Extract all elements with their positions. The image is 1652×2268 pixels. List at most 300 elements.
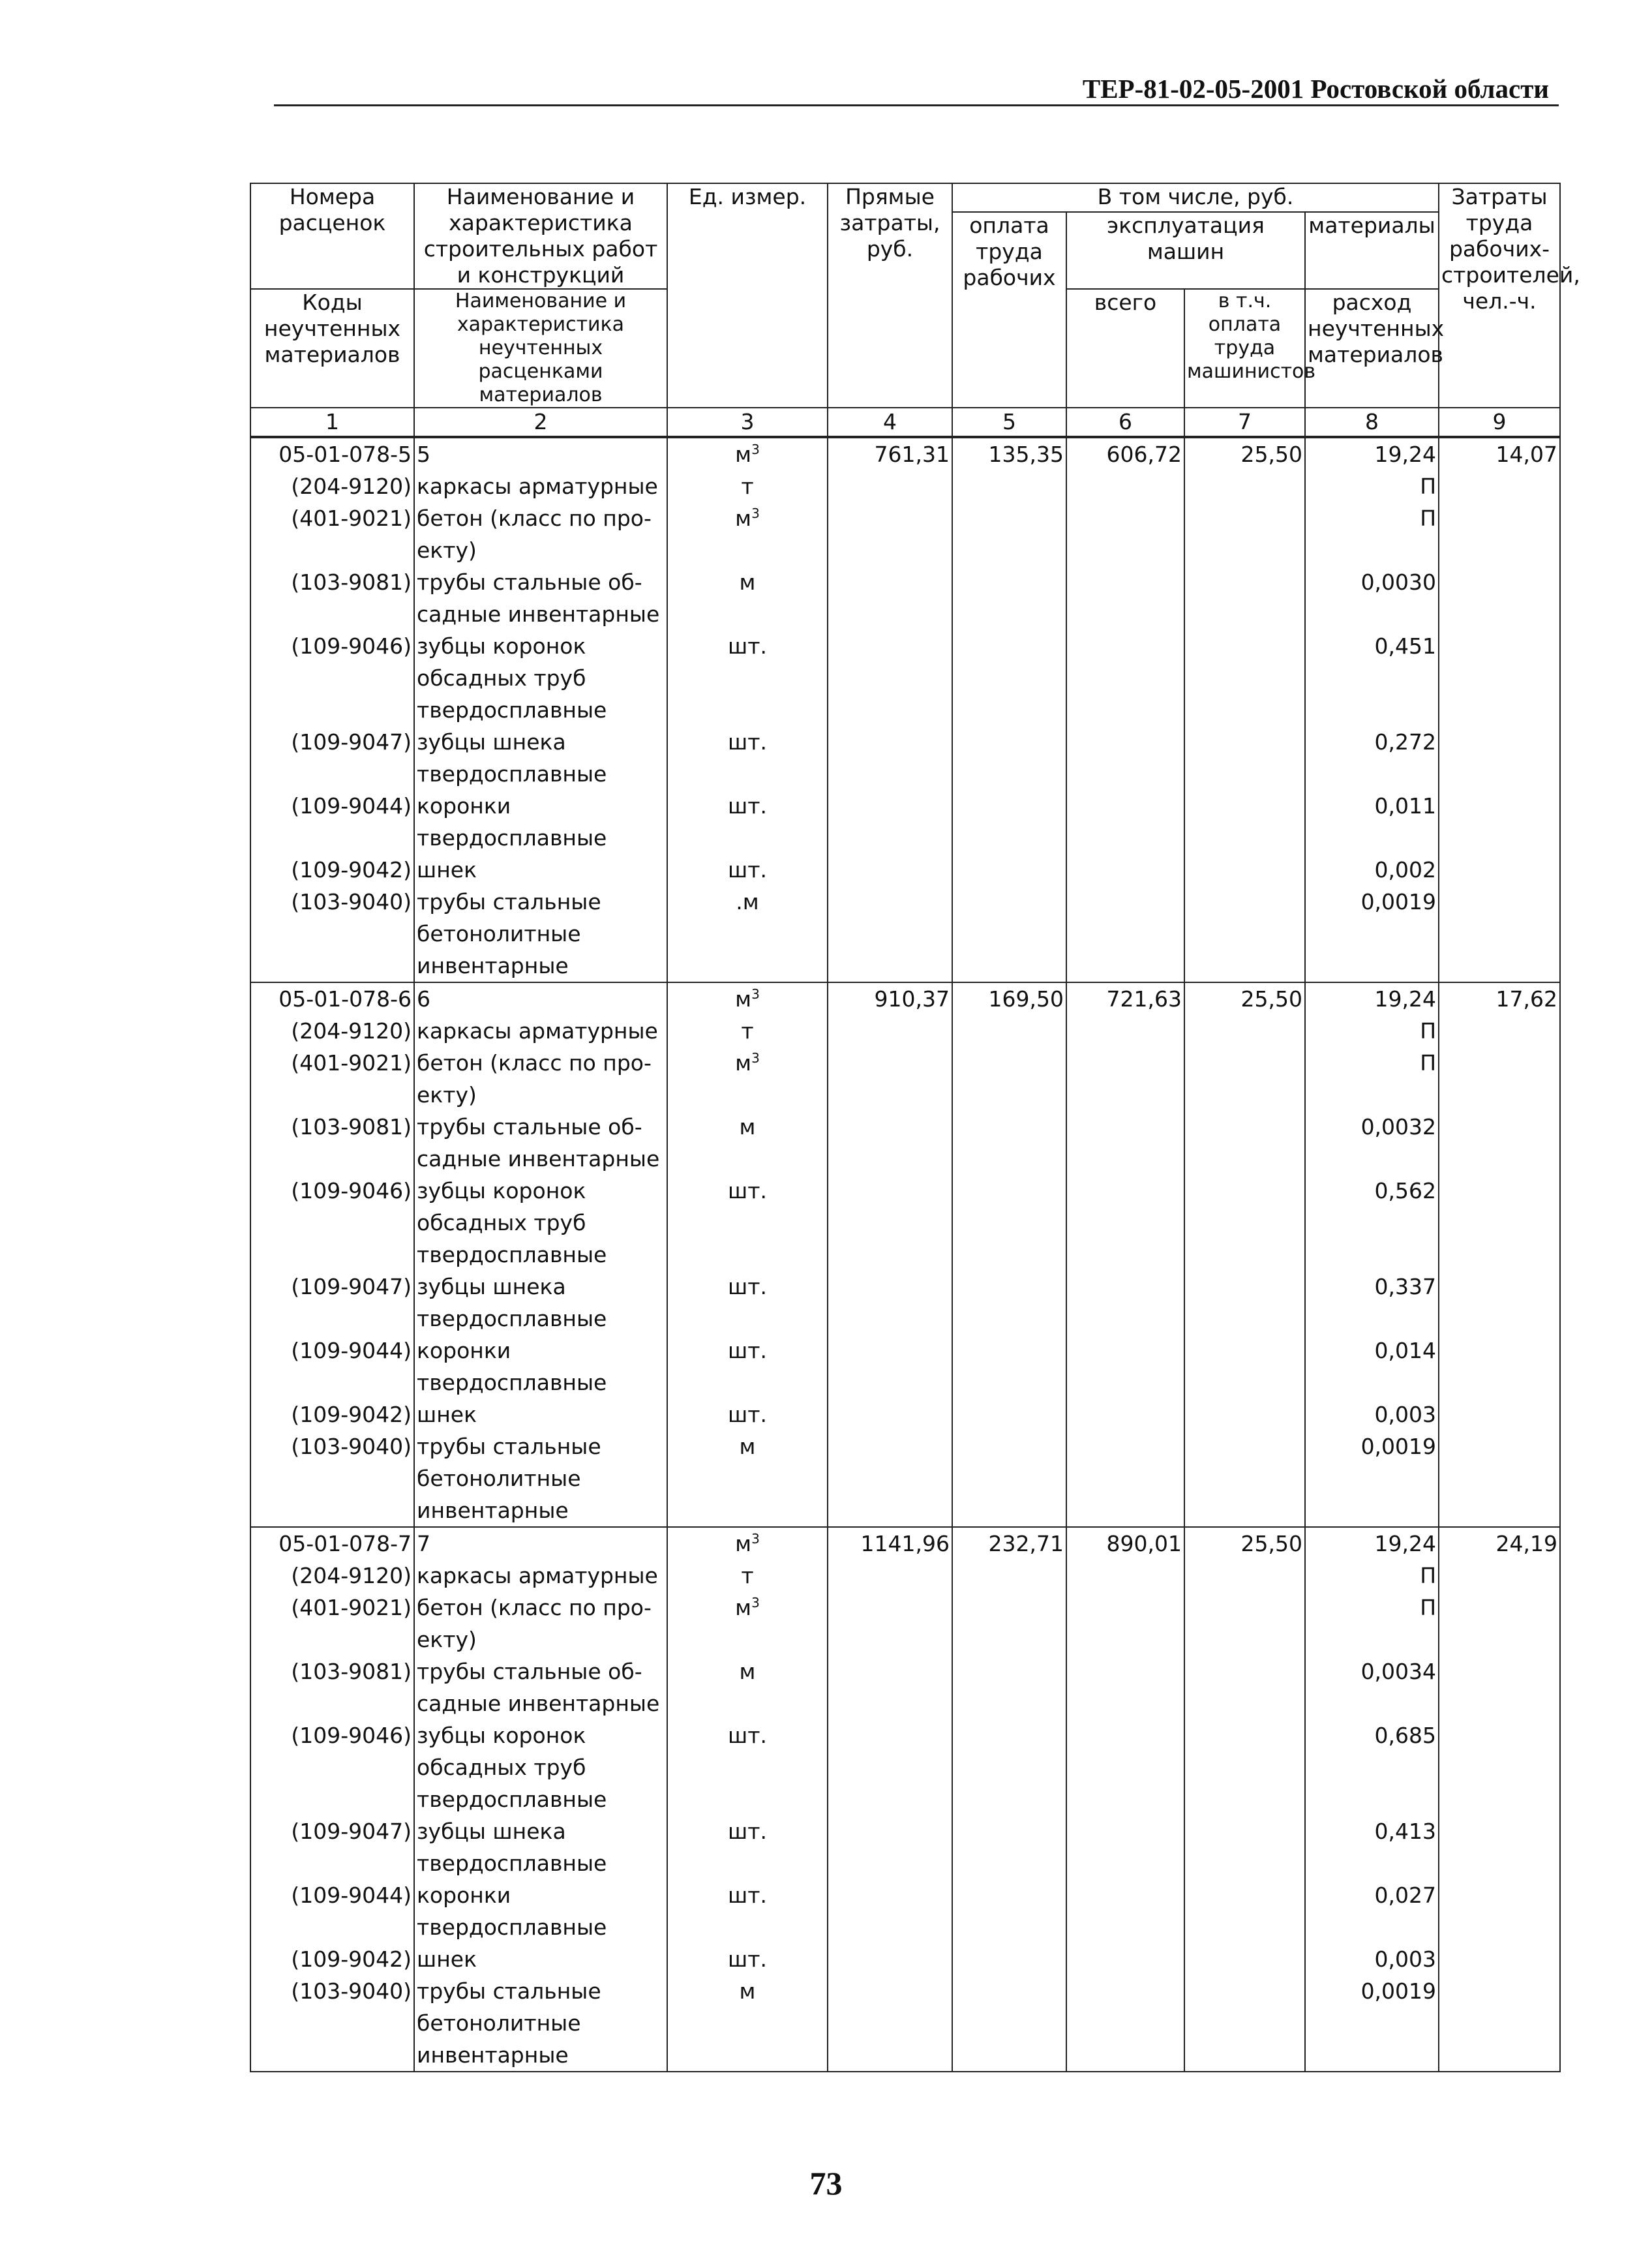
material-name-line: бетон (класс по про- xyxy=(417,1050,652,1076)
material-quantity: 0,0019 xyxy=(1305,886,1439,982)
empty-cell xyxy=(1184,630,1305,726)
column-number: 3 xyxy=(667,408,828,437)
material-name xyxy=(414,630,667,726)
material-code: (401-9021) xyxy=(250,1047,414,1111)
unit-cell xyxy=(667,1815,828,1879)
unit-cell xyxy=(667,1111,828,1175)
empty-cell xyxy=(1066,630,1184,726)
material-name xyxy=(414,1975,667,2072)
rate-row xyxy=(250,982,1560,1015)
materials-value: 19,24 xyxy=(1305,1527,1439,1560)
empty-cell xyxy=(952,1430,1066,1527)
material-code: (204-9120) xyxy=(250,1560,414,1592)
direct-costs-value: 910,37 xyxy=(828,982,952,1015)
empty-cell xyxy=(952,1815,1066,1879)
material-row xyxy=(250,1656,1560,1719)
rate-name: 6 xyxy=(414,982,667,1015)
material-row xyxy=(250,1879,1560,1943)
unit-cell xyxy=(667,1047,828,1111)
machinists-pay-value: 25,50 xyxy=(1184,437,1305,470)
empty-cell xyxy=(952,1656,1066,1719)
material-code: (204-9120) xyxy=(250,1015,414,1047)
material-name-line: зубцы коронок xyxy=(417,1178,586,1203)
labor-pay-value: 232,71 xyxy=(952,1527,1066,1560)
unit-text: м xyxy=(735,986,752,1012)
unit-text: м xyxy=(739,1434,756,1459)
unit-text: шт. xyxy=(728,1338,767,1363)
material-quantity: П xyxy=(1305,1047,1439,1111)
unit-text: м xyxy=(739,1114,756,1140)
material-row xyxy=(250,1047,1560,1111)
material-name xyxy=(414,726,667,790)
material-quantity: П xyxy=(1305,1592,1439,1656)
empty-cell xyxy=(1066,726,1184,790)
empty-cell xyxy=(828,726,952,790)
unit-cell xyxy=(667,790,828,854)
material-quantity: 0,0032 xyxy=(1305,1111,1439,1175)
material-row xyxy=(250,1175,1560,1271)
empty-cell xyxy=(828,1975,952,2072)
unit-text: шт. xyxy=(728,1274,767,1299)
empty-cell xyxy=(1184,1271,1305,1335)
unit-cell xyxy=(667,886,828,982)
material-name xyxy=(414,1271,667,1335)
unit-cell xyxy=(667,1430,828,1527)
empty-cell xyxy=(1439,1815,1560,1879)
material-code: (103-9081) xyxy=(250,566,414,630)
empty-cell xyxy=(828,1047,952,1111)
unit-text: м xyxy=(735,1531,752,1556)
unit-text: шт. xyxy=(728,1946,767,1972)
material-name-line: твердосплавные xyxy=(417,825,607,851)
empty-cell xyxy=(1184,1975,1305,2072)
material-row xyxy=(250,502,1560,566)
empty-cell xyxy=(1439,1656,1560,1719)
unit-cell xyxy=(667,630,828,726)
empty-cell xyxy=(1066,1015,1184,1047)
material-name xyxy=(414,566,667,630)
machines-total-value: 606,72 xyxy=(1066,437,1184,470)
material-name-line: твердосплавные xyxy=(417,1370,607,1395)
column-number: 2 xyxy=(414,408,667,437)
material-name-line: инвентарные xyxy=(417,953,569,978)
rate-row xyxy=(250,1527,1560,1560)
empty-cell xyxy=(828,1111,952,1175)
material-code: (103-9081) xyxy=(250,1111,414,1175)
empty-cell xyxy=(1184,1943,1305,1975)
material-quantity: 0,027 xyxy=(1305,1879,1439,1943)
empty-cell xyxy=(952,1399,1066,1430)
empty-cell xyxy=(1184,1719,1305,1815)
material-name xyxy=(414,1175,667,1271)
material-code: (401-9021) xyxy=(250,1592,414,1656)
material-row xyxy=(250,1399,1560,1430)
table-header xyxy=(250,183,1580,437)
material-name-line: твердосплавные xyxy=(417,1306,607,1331)
unit-text: шт. xyxy=(728,1402,767,1427)
empty-cell xyxy=(1066,1175,1184,1271)
header-materials: материалы xyxy=(1305,212,1439,289)
unit-cell xyxy=(667,1335,828,1399)
material-row xyxy=(250,1815,1560,1879)
unit-text: м xyxy=(739,569,756,595)
empty-cell xyxy=(1439,1271,1560,1335)
material-name-line: твердосплавные xyxy=(417,1242,607,1267)
unit-cell xyxy=(667,1015,828,1047)
material-name-line: твердосплавные xyxy=(417,761,607,787)
direct-costs-value: 761,31 xyxy=(828,437,952,470)
unit-text: шт. xyxy=(728,793,767,819)
material-name xyxy=(414,1879,667,1943)
empty-cell xyxy=(1439,1399,1560,1430)
direct-costs-value: 1141,96 xyxy=(828,1527,952,1560)
labor-hours-value: 24,19 xyxy=(1439,1527,1560,1560)
empty-cell xyxy=(828,1592,952,1656)
empty-cell xyxy=(952,1975,1066,2072)
material-name-line: шнек xyxy=(417,1946,477,1972)
labor-hours-value: 14,07 xyxy=(1439,437,1560,470)
material-name xyxy=(414,886,667,982)
empty-cell xyxy=(1184,1047,1305,1111)
unit-cell xyxy=(667,566,828,630)
rate-row xyxy=(250,437,1560,470)
empty-cell xyxy=(1184,1111,1305,1175)
material-code: (109-9046) xyxy=(250,1719,414,1815)
empty-cell xyxy=(1184,1399,1305,1430)
empty-cell xyxy=(952,726,1066,790)
unit-text: т xyxy=(741,1018,754,1044)
material-name-line: инвентарные xyxy=(417,1498,569,1523)
material-row xyxy=(250,886,1560,982)
empty-cell xyxy=(828,886,952,982)
empty-cell xyxy=(1439,1975,1560,2072)
header-work-name: Наименование и характеристика строительных работ и конструкций xyxy=(414,183,667,289)
material-name xyxy=(414,854,667,886)
unit-cell xyxy=(667,1560,828,1592)
material-row xyxy=(250,1335,1560,1399)
material-name-line: трубы стальные xyxy=(417,889,601,915)
unit-cell xyxy=(667,1592,828,1656)
empty-cell xyxy=(1439,1430,1560,1527)
material-name-line: каркасы арматурные xyxy=(417,1563,658,1588)
material-row xyxy=(250,566,1560,630)
empty-cell xyxy=(1439,1560,1560,1592)
labor-hours-value: 17,62 xyxy=(1439,982,1560,1015)
material-row xyxy=(250,726,1560,790)
material-name xyxy=(414,1430,667,1527)
empty-cell xyxy=(1066,1560,1184,1592)
header-machines-total: всего xyxy=(1066,289,1184,408)
empty-cell xyxy=(952,1879,1066,1943)
empty-cell xyxy=(828,470,952,502)
unit-text: м xyxy=(735,506,752,531)
material-code: (103-9081) xyxy=(250,1656,414,1719)
material-name xyxy=(414,1656,667,1719)
empty-cell xyxy=(828,1719,952,1815)
material-name xyxy=(414,1943,667,1975)
unit-cell xyxy=(667,1719,828,1815)
unit-text: шт. xyxy=(728,1178,767,1203)
material-quantity: 0,562 xyxy=(1305,1175,1439,1271)
empty-cell xyxy=(952,1592,1066,1656)
material-quantity: 0,0019 xyxy=(1305,1430,1439,1527)
empty-cell xyxy=(1066,1399,1184,1430)
unit-text: шт. xyxy=(728,729,767,755)
empty-cell xyxy=(1439,726,1560,790)
empty-cell xyxy=(1439,1047,1560,1111)
empty-cell xyxy=(952,1271,1066,1335)
empty-cell xyxy=(1184,886,1305,982)
header-material-consumption: расход неучтенных материалов xyxy=(1305,289,1439,408)
unit-text: м xyxy=(739,1659,756,1684)
materials-value: 19,24 xyxy=(1305,437,1439,470)
material-quantity: 0,685 xyxy=(1305,1719,1439,1815)
empty-cell xyxy=(952,1047,1066,1111)
unit-text: м xyxy=(735,1595,752,1620)
material-quantity: 0,003 xyxy=(1305,1399,1439,1430)
material-code: (401-9021) xyxy=(250,502,414,566)
rate-code: 05-01-078-5 xyxy=(250,437,414,470)
material-name xyxy=(414,1015,667,1047)
unit-cell xyxy=(667,1527,828,1560)
empty-cell xyxy=(1184,726,1305,790)
material-name xyxy=(414,1335,667,1399)
material-code: (103-9040) xyxy=(250,1975,414,2072)
material-name-line: шнек xyxy=(417,1402,477,1427)
unit-text: м xyxy=(735,1050,752,1076)
unit-cell xyxy=(667,726,828,790)
empty-cell xyxy=(828,630,952,726)
rate-name: 5 xyxy=(414,437,667,470)
column-number: 4 xyxy=(828,408,952,437)
empty-cell xyxy=(1439,886,1560,982)
unit-superscript: 3 xyxy=(751,506,760,521)
material-row xyxy=(250,1560,1560,1592)
material-name-line: зубцы шнека xyxy=(417,1274,566,1299)
material-name-line: обсадных труб xyxy=(417,1210,586,1235)
empty-cell xyxy=(828,1815,952,1879)
material-name xyxy=(414,1399,667,1430)
material-quantity: П xyxy=(1305,502,1439,566)
material-name-line: инвентарные xyxy=(417,2042,569,2068)
empty-cell xyxy=(1066,1656,1184,1719)
material-code: (109-9044) xyxy=(250,1879,414,1943)
material-quantity: П xyxy=(1305,1560,1439,1592)
material-name-line: зубцы шнека xyxy=(417,729,566,755)
column-number: 5 xyxy=(952,408,1066,437)
empty-cell xyxy=(828,790,952,854)
material-quantity: 0,003 xyxy=(1305,1943,1439,1975)
empty-cell xyxy=(1066,1975,1184,2072)
material-quantity: 0,413 xyxy=(1305,1815,1439,1879)
header-rate-numbers: Номера расценок xyxy=(250,183,414,289)
material-code: (103-9040) xyxy=(250,886,414,982)
empty-cell xyxy=(828,1430,952,1527)
empty-cell xyxy=(1439,1592,1560,1656)
column-number: 8 xyxy=(1305,408,1439,437)
material-quantity: 0,451 xyxy=(1305,630,1439,726)
unit-text: шт. xyxy=(728,1819,767,1844)
empty-cell xyxy=(828,1560,952,1592)
empty-cell xyxy=(828,1015,952,1047)
material-name xyxy=(414,1111,667,1175)
material-row xyxy=(250,1430,1560,1527)
table-body xyxy=(250,437,1560,2072)
material-row xyxy=(250,854,1560,886)
material-name-line: трубы стальные об- xyxy=(417,1659,642,1684)
empty-cell xyxy=(1066,854,1184,886)
rate-code: 05-01-078-7 xyxy=(250,1527,414,1560)
empty-cell xyxy=(1184,854,1305,886)
material-row xyxy=(250,1271,1560,1335)
empty-cell xyxy=(952,1015,1066,1047)
material-code: (109-9042) xyxy=(250,1943,414,1975)
empty-cell xyxy=(1184,1335,1305,1399)
material-name xyxy=(414,1815,667,1879)
material-row xyxy=(250,1943,1560,1975)
empty-cell xyxy=(1439,630,1560,726)
empty-cell xyxy=(1184,1560,1305,1592)
material-quantity: П xyxy=(1305,470,1439,502)
empty-cell xyxy=(952,886,1066,982)
material-name-line: садные инвентарные xyxy=(417,601,660,627)
page-header-title: ТЕР-81-02-05-2001 Ростовской области xyxy=(1082,74,1549,104)
material-name-line: трубы стальные xyxy=(417,1434,601,1459)
empty-cell xyxy=(1439,470,1560,502)
material-name-line: бетонолитные xyxy=(417,1466,581,1491)
empty-cell xyxy=(1066,1719,1184,1815)
material-name xyxy=(414,790,667,854)
empty-cell xyxy=(1066,1111,1184,1175)
unit-text: шт. xyxy=(728,1723,767,1748)
header-unit: Ед. измер. xyxy=(667,183,828,408)
unit-cell xyxy=(667,1271,828,1335)
material-quantity: П xyxy=(1305,1015,1439,1047)
unit-cell xyxy=(667,1175,828,1271)
empty-cell xyxy=(828,502,952,566)
labor-pay-value: 169,50 xyxy=(952,982,1066,1015)
header-unaccounted-names: Наименование и характеристика неучтенных расценками материалов xyxy=(414,289,667,408)
unit-text: т xyxy=(741,1563,754,1588)
material-row xyxy=(250,1719,1560,1815)
empty-cell xyxy=(1066,1430,1184,1527)
material-name-line: бетонолитные xyxy=(417,2010,581,2036)
empty-cell xyxy=(1439,1335,1560,1399)
material-name xyxy=(414,470,667,502)
empty-cell xyxy=(1066,886,1184,982)
header-direct-costs: Прямые затраты, руб. xyxy=(828,183,952,408)
empty-cell xyxy=(1439,854,1560,886)
unit-superscript: 3 xyxy=(751,1050,760,1066)
empty-cell xyxy=(952,1175,1066,1271)
material-quantity: 0,0019 xyxy=(1305,1975,1439,2072)
empty-cell xyxy=(1184,470,1305,502)
material-name-line: коронки xyxy=(417,1882,511,1908)
empty-cell xyxy=(952,1111,1066,1175)
empty-cell xyxy=(1184,1015,1305,1047)
material-name-line: зубцы коронок xyxy=(417,633,586,659)
empty-cell xyxy=(1184,502,1305,566)
material-quantity: 0,014 xyxy=(1305,1335,1439,1399)
material-name-line: трубы стальные xyxy=(417,1978,601,2004)
machines-total-value: 890,01 xyxy=(1066,1527,1184,1560)
empty-cell xyxy=(1184,1879,1305,1943)
empty-cell xyxy=(1439,1879,1560,1943)
empty-cell xyxy=(952,1335,1066,1399)
machinists-pay-value: 25,50 xyxy=(1184,1527,1305,1560)
empty-cell xyxy=(1066,1335,1184,1399)
material-quantity: 0,0034 xyxy=(1305,1656,1439,1719)
machines-total-value: 721,63 xyxy=(1066,982,1184,1015)
material-name-line: екту) xyxy=(417,1627,477,1652)
empty-cell xyxy=(1066,1815,1184,1879)
unit-text: шт. xyxy=(728,633,767,659)
material-name-line: екту) xyxy=(417,537,477,563)
material-name-line: бетон (класс по про- xyxy=(417,506,652,531)
empty-cell xyxy=(828,1879,952,1943)
unit-text: .м xyxy=(736,889,759,915)
material-code: (109-9042) xyxy=(250,1399,414,1430)
column-number: 9 xyxy=(1439,408,1560,437)
material-name-line: твердосплавные xyxy=(417,697,607,723)
material-code: (109-9047) xyxy=(250,1815,414,1879)
rate-code: 05-01-078-6 xyxy=(250,982,414,1015)
unit-text: м xyxy=(739,1978,756,2004)
empty-cell xyxy=(1184,1815,1305,1879)
material-code: (103-9040) xyxy=(250,1430,414,1527)
header-labor-hours: Затраты труда рабочих-строителей, чел.-ч. xyxy=(1439,183,1560,408)
unit-text: м xyxy=(735,442,752,467)
empty-cell xyxy=(952,1943,1066,1975)
material-name-line: шнек xyxy=(417,857,477,883)
column-numbers-row xyxy=(250,408,1560,437)
rate-name: 7 xyxy=(414,1527,667,1560)
page-number: 73 xyxy=(809,2165,843,2201)
empty-cell xyxy=(952,630,1066,726)
empty-cell xyxy=(828,1656,952,1719)
empty-cell xyxy=(952,790,1066,854)
material-code: (109-9047) xyxy=(250,726,414,790)
material-name-line: твердосплавные xyxy=(417,1851,607,1876)
material-row xyxy=(250,1015,1560,1047)
material-quantity: 0,0030 xyxy=(1305,566,1439,630)
empty-cell xyxy=(1439,1015,1560,1047)
material-name-line: зубцы коронок xyxy=(417,1723,586,1748)
material-row xyxy=(250,1111,1560,1175)
material-name-line: садные инвентарные xyxy=(417,1691,660,1716)
unit-text: шт. xyxy=(728,857,767,883)
empty-cell xyxy=(828,1943,952,1975)
material-name xyxy=(414,1047,667,1111)
material-name xyxy=(414,1592,667,1656)
material-row xyxy=(250,1592,1560,1656)
empty-cell xyxy=(828,854,952,886)
unit-superscript: 3 xyxy=(751,986,760,1002)
empty-cell xyxy=(1066,566,1184,630)
empty-cell xyxy=(952,502,1066,566)
empty-cell xyxy=(1184,790,1305,854)
material-name-line: коронки xyxy=(417,1338,511,1363)
empty-cell xyxy=(952,1560,1066,1592)
material-quantity: 0,272 xyxy=(1305,726,1439,790)
material-code: (109-9046) xyxy=(250,1175,414,1271)
rates-table xyxy=(250,183,1580,2072)
empty-cell xyxy=(1184,566,1305,630)
material-name xyxy=(414,1560,667,1592)
header-labor-pay: оплата труда рабочих xyxy=(952,212,1066,408)
empty-cell xyxy=(1066,790,1184,854)
column-number: 1 xyxy=(250,408,414,437)
